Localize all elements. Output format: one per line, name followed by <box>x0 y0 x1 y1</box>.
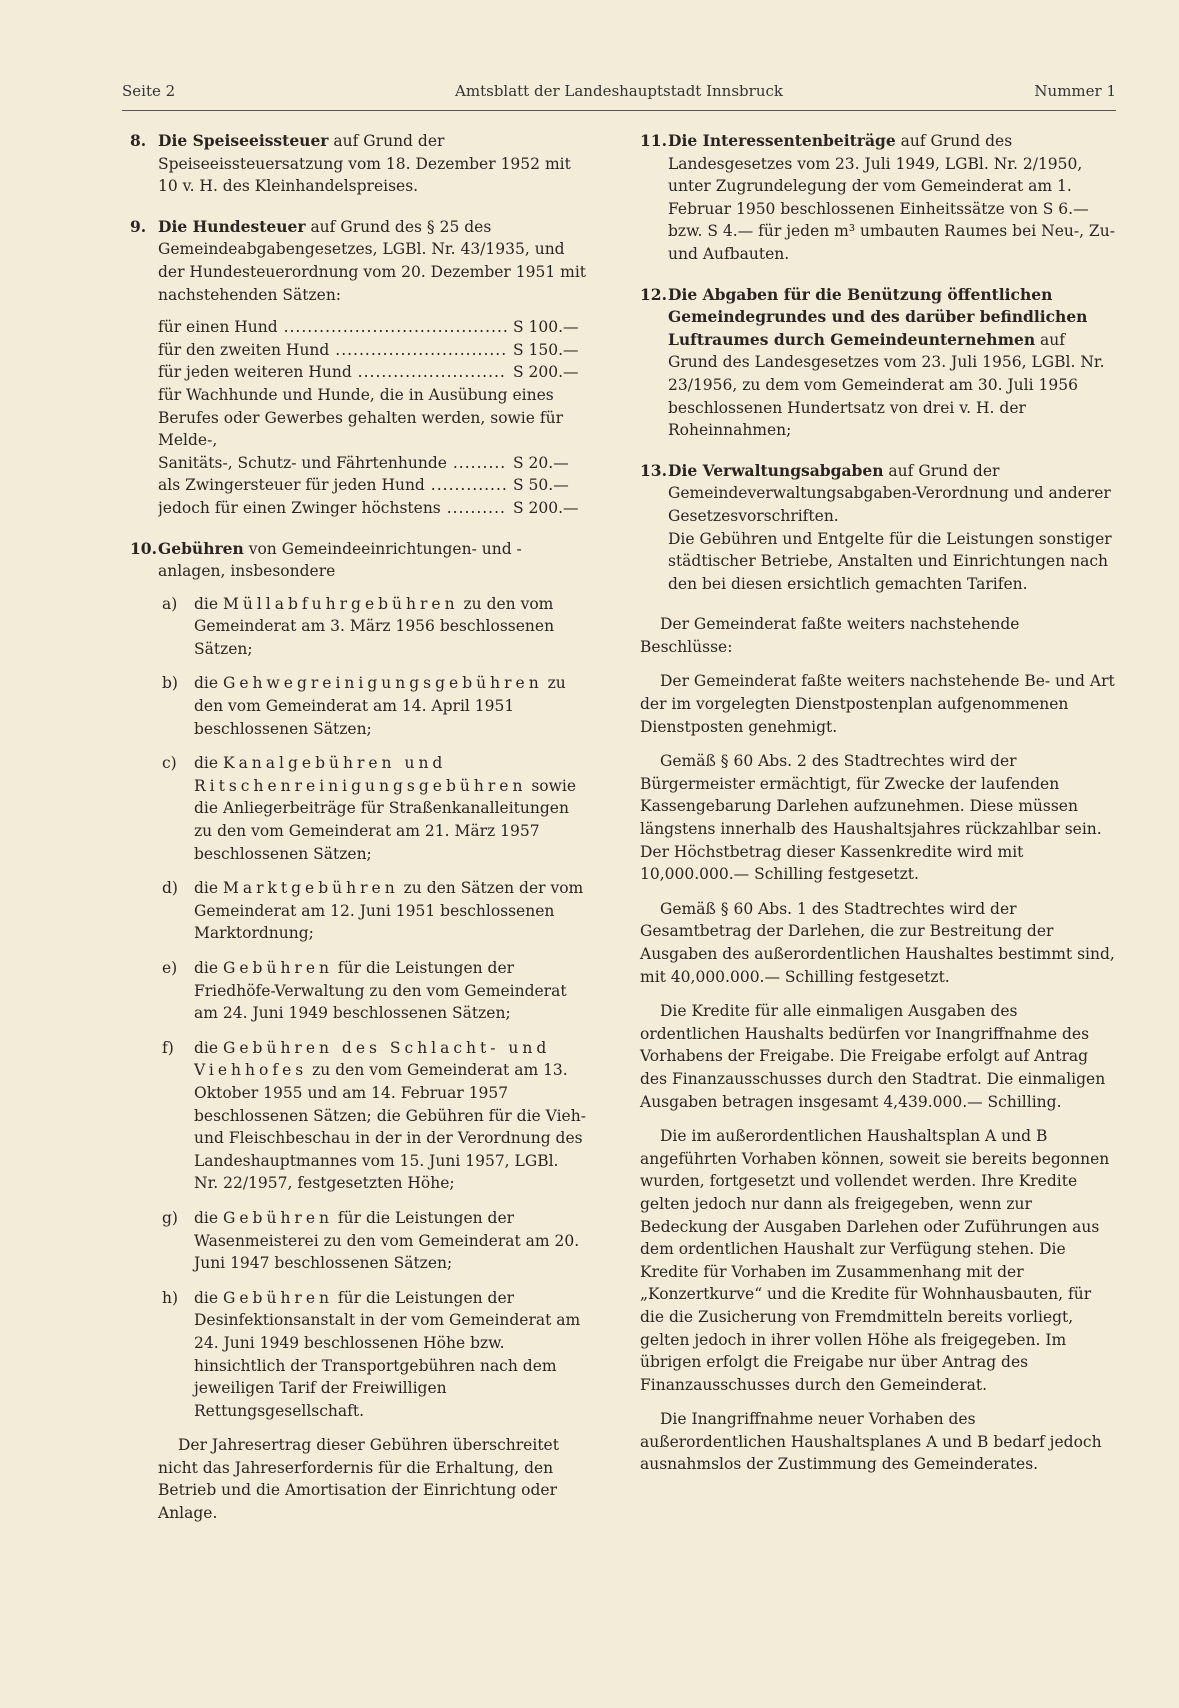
sub-label: c) <box>162 754 177 773</box>
sub-term: Gebühren des Schlacht- und Viehhofes <box>194 1038 551 1080</box>
sub-text: zu den vom Gemeinderat am 13. Oktober 1955 und am 14. Februar 1957 beschlossenen Sätzen; die Gebühren für die Vieh- und Fleischbeschau in der in der Verordnung des Landeshauptmannes vom 15. Juni 1957, LGBl. Nr. 22/1957, festgesetzten Höhe; <box>194 1061 586 1193</box>
fee-desc: für einen Hund ..... <box>158 316 507 339</box>
item-heading: Die Interessentenbeiträge <box>668 131 896 150</box>
item-heading: Die Verwaltungsabgaben <box>668 460 884 480</box>
item-heading: Die Hundesteuer <box>158 216 306 236</box>
fee-amount: S 20.— <box>513 453 569 472</box>
sub-label: g) <box>162 1208 178 1227</box>
item-12 <box>640 284 1116 442</box>
fee-amount: S 200.— <box>513 498 579 517</box>
fee-row <box>158 497 587 520</box>
fee-desc: jedoch für einen Zwinger höchstens ..... <box>158 497 507 520</box>
sub-item-g <box>158 1207 587 1275</box>
resolution-paragraph: Der Gemeinderat faßte weiters nachstehende Be- und Art der im vorgelegten Dienstpostenplan aufgenommenen Dienstposten genehmigt. <box>640 672 1115 736</box>
item-heading: Die Abgaben für die Benützung öffentlichen Gemeindegrundes und des darüber befindlichen Luftraumes durch Gemeindeunternehmen <box>668 284 1088 349</box>
sub-text: zu den vom Gemeinderat am 14. April 1951 beschlossenen Sätzen; <box>194 674 566 738</box>
item-number: 10. <box>130 538 157 558</box>
item-13 <box>640 460 1116 596</box>
sub-item-h <box>158 1287 587 1423</box>
item-heading: Gebühren <box>158 538 244 558</box>
resolution-paragraph: Der Gemeinderat faßte weiters nachstehende Beschlüsse: <box>640 615 1020 656</box>
sub-text: zu den vom Gemeinderat am 3. März 1956 beschlossenen Sätzen; <box>194 594 555 658</box>
fee-row <box>158 474 587 497</box>
item-heading: Die Speiseeissteuer <box>158 131 329 150</box>
sub-term: Kanalgebühren und Ritschenreinigungsgebühren <box>194 754 527 795</box>
fee-desc: für jeden weiteren Hund ..... <box>158 361 507 384</box>
item-number: 12. <box>640 284 667 304</box>
sub-text: für die Leistungen der Wasenmeisterei zu den vom Gemeinderat am 20. Juni 1947 beschlossenen Sätzen; <box>194 1208 580 1273</box>
fee-amount: S 200.— <box>513 363 579 382</box>
sub-label: h) <box>162 1288 179 1307</box>
sub-label: b) <box>162 674 178 693</box>
publication-title: Amtsblatt der Landeshauptstadt Innsbruck <box>455 82 783 100</box>
resolution-paragraph: Die im außerordentlichen Haushaltsplan A und B angeführten Vorhaben können, soweit sie bereits begonnen wurden, fortgesetzt und vollendet werden. Ihre Kredite gelten jedoch nur dann als freigegeben, wenn zur Bedeckung der Ausgaben Darlehen oder Zuführungen aus dem ordentlichen Haushalt zur Verfügung stehen. Die Kredite für Vorhaben im Zusammenhang mit der „Konzertkurve“ und die Kredite für Wohnhausbauten, für die die Zusicherung von Fremdmitteln bereits vorliegt, gelten jedoch in ihrer vollen Höhe als freigegeben. Im übrigen erfolgt die Freigabe nur über Antrag des Finanzausschusses durch den Gemeinderat. <box>640 1127 1110 1394</box>
sub-item-d <box>158 877 587 945</box>
sub-item-e <box>158 957 587 1025</box>
sub-pre: die <box>194 674 223 693</box>
sub-item-c <box>158 752 587 865</box>
item-9 <box>130 216 587 520</box>
sub-pre: die <box>194 1208 223 1227</box>
sub-item-a <box>158 593 587 661</box>
sub-term: Gebühren <box>222 1288 333 1307</box>
item-number: 8. <box>130 131 147 150</box>
sub-label: f) <box>162 1038 174 1057</box>
item-text: auf Grund der Speiseeissteuersatzung vom 18. Dezember 1952 mit 10 v. H. des Kleinhandelspreises. <box>158 132 571 196</box>
fee-desc: für den zweiten Hund ..... <box>158 339 507 362</box>
fee-row <box>158 316 587 339</box>
item-text-continued: Die Gebühren und Entgelte für die Leistungen sonstiger städtischer Betriebe, Anstalten und Einrichtungen nach den bei diesen ersichtlich gemachten Tarifen. <box>668 529 1112 593</box>
sub-label: a) <box>162 594 178 613</box>
item-text: von Gemeindeeinrichtungen- und -anlagen, insbesondere <box>158 539 522 581</box>
item-number: 9. <box>130 216 147 236</box>
sub-term: Gebühren <box>222 1208 333 1227</box>
sub-pre: die <box>194 879 223 898</box>
resolution-paragraph: Die Kredite für alle einmaligen Ausgaben des ordentlichen Haushalts bedürfen vor Inangriffnahme des Vorhabens der Freigabe. Die Freigabe erfolgt auf Antrag des Finanzausschusses durch den Stadtrat. Die einmaligen Ausgaben betragen insgesamt 4,439.000.— Schilling. <box>640 1002 1106 1111</box>
fee-desc: Sanitäts-, Schutz- und Fährtenhunde ..... <box>158 452 507 475</box>
item-text: auf Grund der Gemeindeverwaltungsabgaben-Verordnung und anderer Gesetzesvorschriften. <box>668 461 1111 525</box>
fee-row <box>158 339 587 362</box>
fee-row <box>158 452 587 475</box>
sub-pre: die <box>194 1288 223 1307</box>
sub-label: d) <box>162 879 178 898</box>
sub-term: Müllabfuhrgebühren <box>222 594 459 613</box>
dog-tax-rates <box>158 316 587 519</box>
sub-pre: die <box>194 1038 223 1057</box>
fee-desc: als Zwingersteuer für jeden Hund ..... <box>158 474 507 497</box>
item-text: auf Grund des Landesgesetzes vom 23. Juli 1949, LGBl. Nr. 2/1950, unter Zugrundelegung der vom Gemeinderat am 1. Februar 1950 beschlossenen Einheitssätze von S 6.— bzw. S 4.— für jeden m³ umbauten Raumes bei Neu-, Zu- und Aufbauten. <box>668 132 1115 263</box>
right-column <box>640 130 1116 1488</box>
resolution-paragraph: Gemäß § 60 Abs. 1 des Stadtrechtes wird der Gesamtbetrag der Darlehen, die zur Bestreitung der Ausgaben des außerordentlichen Haushaltes bestimmt sind, mit 40,000.000.— Schilling festgesetzt. <box>640 899 1115 986</box>
fee-note: für Wachhunde und Hunde, die in Ausübung eines Berufes oder Gewerbes gehalten werden, sowie für Melde-, <box>158 385 563 450</box>
issue-number: Nummer 1 <box>1034 82 1116 100</box>
sub-text: sowie die Anliegerbeiträge für Straßenkanalleitungen zu den vom Gemeinderat am 21. März 1957 beschlossenen Sätzen; <box>194 776 577 863</box>
page-header <box>122 82 1116 104</box>
item-10 <box>130 538 587 1525</box>
item-text: auf Grund des § 25 des Gemeindeabgabengesetzes, LGBl. Nr. 43/1935, und der Hundesteuerordnung vom 20. Dezember 1951 mit nachstehenden Sätzen: <box>158 217 587 304</box>
sub-pre: die <box>194 959 223 977</box>
sub-text: zu den Sätzen der vom Gemeinderat am 12. Juni 1951 beschlossenen Marktordnung; <box>194 879 584 943</box>
fee-amount: S 50.— <box>513 476 569 495</box>
sub-item-b <box>158 672 587 740</box>
closing-paragraph: Der Jahresertrag dieser Gebühren überschreitet nicht das Jahreserfordernis für die Erhaltung, den Betrieb und die Amortisation der Einrichtung oder Anlage. <box>158 1436 559 1523</box>
sub-pre: die <box>194 594 223 613</box>
item-text: auf Grund des Landesgesetzes vom 23. Juli 1956, LGBl. Nr. 23/1956, zu dem vom Gemeinderat am 30. Juli 1956 beschlossenen Hundertsatz von drei v. H. der Roheinnahmen; <box>668 330 1105 440</box>
header-rule <box>122 110 1116 111</box>
fee-amount: S 100.— <box>513 318 579 337</box>
item-number: 13. <box>640 460 667 480</box>
sub-label: e) <box>162 959 178 977</box>
fee-row <box>158 361 587 384</box>
sub-term: Gehwegreinigungsgebühren <box>222 674 543 693</box>
sub-pre: die <box>194 754 223 773</box>
resolution-paragraph: Die Inangriffnahme neuer Vorhaben des außerordentlichen Haushaltsplanes A und B bedarf jedoch ausnahmslos der Zustimmung des Gemeinderates. <box>640 1410 1102 1474</box>
sub-item-f <box>158 1037 587 1195</box>
resolution-paragraph: Gemäß § 60 Abs. 2 des Stadtrechtes wird der Bürgermeister ermächtigt, für Zwecke der laufenden Kassengebarung Darlehen aufzunehmen. Diese müssen längstens innerhalb des Haushaltsjahres rückzahlbar sein. Der Höchstbetrag dieser Kassenkredite wird mit 10,000.000.— Schilling festgesetzt. <box>640 752 1102 884</box>
item-11 <box>640 130 1116 266</box>
item-number: 11. <box>640 131 667 150</box>
sub-text: für die Leistungen der Friedhöfe-Verwaltung zu den vom Gemeinderat am 24. Juni 1949 beschlossenen Sätzen; <box>194 959 567 1023</box>
sub-text: für die Leistungen der Desinfektionsanstalt in der vom Gemeinderat am 24. Juni 1949 beschlossenen Höhe bzw. hinsichtlich der Transportgebühren nach dem jeweiligen Tarif der Freiwilligen Rettungsgesellschaft. <box>194 1288 581 1420</box>
left-column <box>130 130 587 1543</box>
fee-amount: S 150.— <box>513 340 579 359</box>
sub-term: Gebühren <box>222 959 333 977</box>
sub-term: Marktgebühren <box>222 879 399 898</box>
page-number: Seite 2 <box>122 82 176 100</box>
item-8 <box>130 130 587 198</box>
